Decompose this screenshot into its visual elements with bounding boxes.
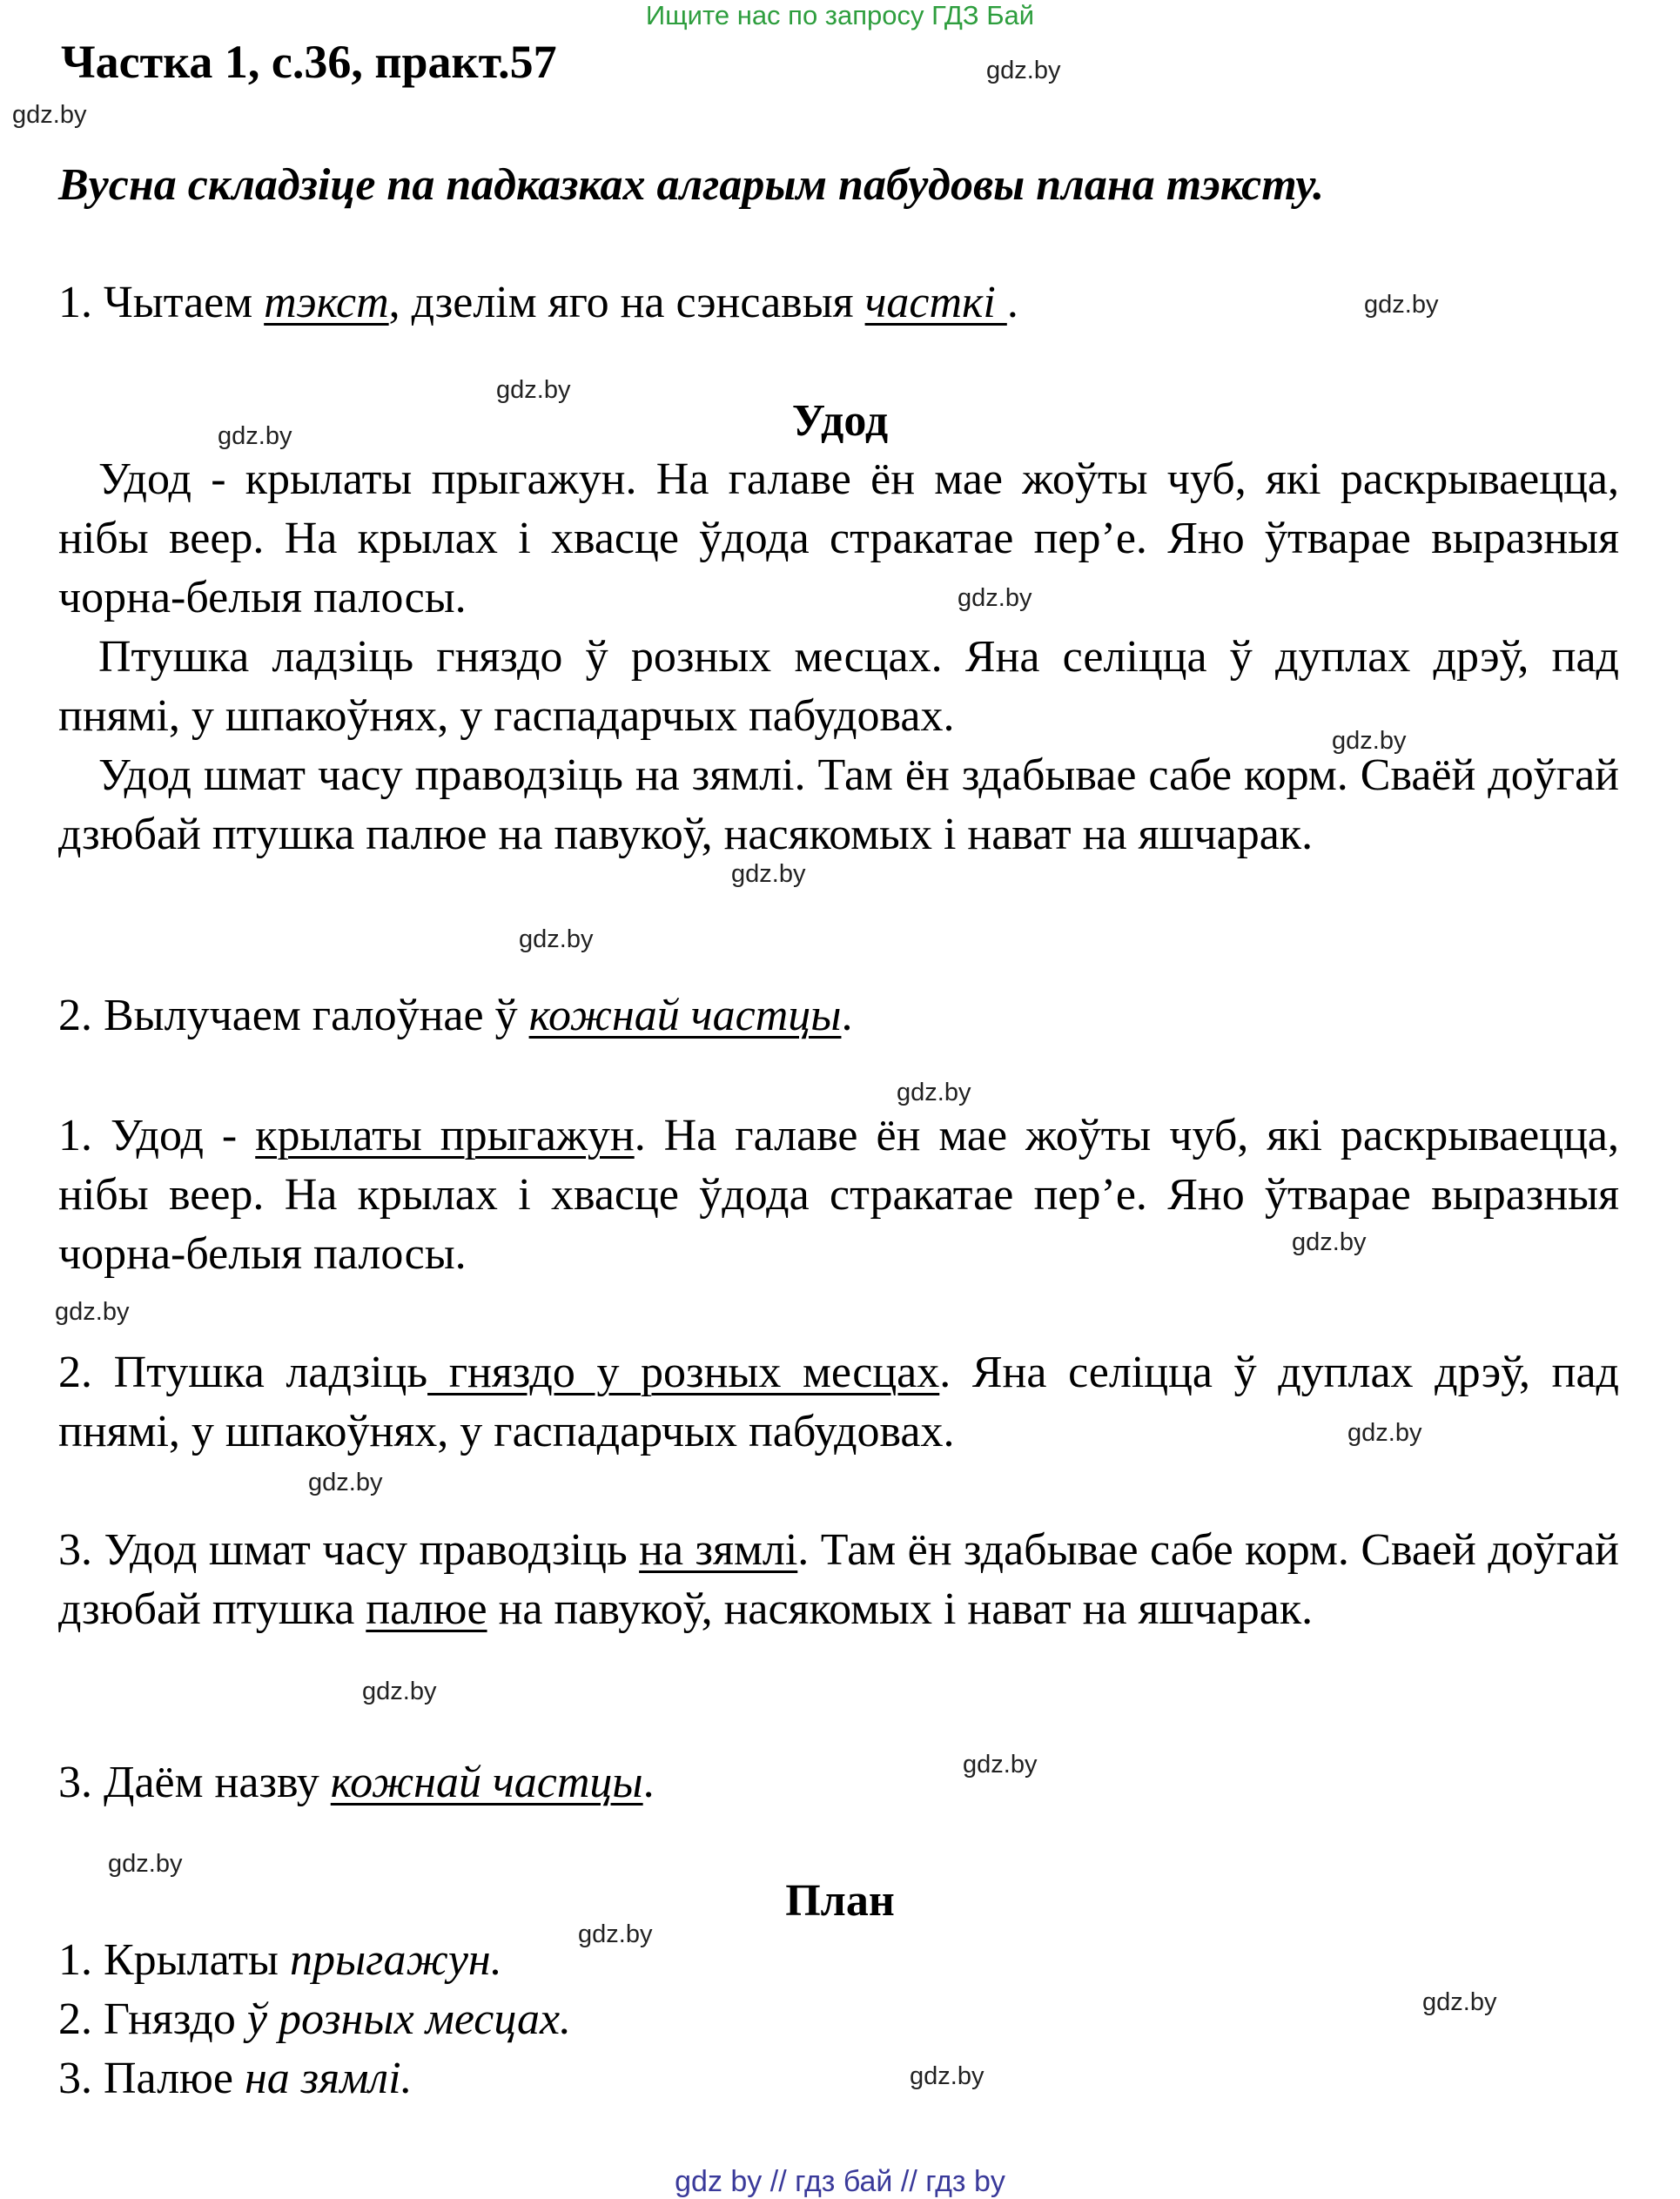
- plan-item-3-emphasis: на зямлі.: [244, 2054, 413, 2103]
- watermark: gdz.by: [496, 376, 571, 404]
- main-idea-3-middle: . Там ён здабывае сабе корм. Сваей доўгай дзюбай птушка: [58, 1525, 1620, 1634]
- text-paragraph-2: Птушка ладзіць гняздо ў розных месцах. Яна селіцца ў дуплах дрэў, пад пнямі, у шпакоўнях, у гаспадарчых пабудовах.: [58, 632, 1619, 741]
- text-paragraph-1: Удод - крылаты прыгажун. На галаве ён мае жоўты чуб, які раскрываецца, нібы веер. На крылах і хвасце ўдода стракатае пер’е. Яно ўтварае выразныя чорна-белыя палосы.: [58, 454, 1619, 622]
- watermark: gdz.by: [578, 1920, 653, 1948]
- plan-item-1-label: 1. Крылаты: [58, 1935, 290, 1985]
- step-2-end: .: [841, 991, 853, 1040]
- step-2-text: 2. Вылучаем галоўнае ў: [58, 991, 529, 1040]
- main-idea-2-rest: . Яна селіцца ў дуплах дрэў, пад пнямі, у шпакоўнях, у гаспадарчых пабудовах.: [58, 1348, 1619, 1456]
- watermark: gdz.by: [55, 1298, 130, 1326]
- step-3: [58, 1756, 655, 1810]
- main-idea-2-start: 2. Птушка ладзіць: [58, 1348, 428, 1397]
- text-paragraph-3: Удод шмат часу праводзіць на зямлі. Там ён здабывае сабе корм. Сваёй доўгай дзюбай птушка палюе на павукоў, насякомых і нават на яшчарак.: [58, 750, 1619, 859]
- step-1-end: .: [1006, 278, 1018, 327]
- watermark: gdz.by: [986, 57, 1061, 84]
- watermark: gdz.by: [1347, 1419, 1422, 1447]
- plan-title: План: [785, 1876, 895, 1926]
- watermark: gdz.by: [1364, 291, 1439, 319]
- plan-item-3-label: 3. Палюе: [58, 2054, 245, 2103]
- watermark: gdz.by: [731, 860, 806, 888]
- watermark: gdz.by: [1292, 1228, 1367, 1256]
- plan-item-2-emphasis: ў розных месцах.: [246, 1994, 572, 2044]
- watermark: gdz.by: [218, 422, 292, 450]
- text-title: Удод: [791, 396, 889, 446]
- watermark: gdz.by: [897, 1079, 971, 1106]
- main-idea-3-start: 3. Удод шмат часу праводзіць: [58, 1525, 640, 1575]
- watermark: gdz.by: [958, 584, 1032, 612]
- main-idea-2-highlight: гняздо у розных месцах: [427, 1348, 940, 1397]
- step-2-keyword: кожнай частцы: [528, 991, 842, 1040]
- watermark: gdz.by: [963, 1751, 1038, 1779]
- main-idea-3-rest: на павукоў, насякомых і нават на яшчарак.: [487, 1584, 1314, 1634]
- plan-item-2-label: 2. Гняздо: [58, 1994, 247, 2044]
- watermark: gdz.by: [1422, 1988, 1497, 2016]
- watermark: gdz.by: [362, 1678, 437, 1705]
- plan-item-3: [58, 2052, 413, 2106]
- main-idea-1: [58, 1106, 1619, 1284]
- watermark: gdz.by: [910, 2062, 984, 2090]
- step-2: [58, 989, 852, 1043]
- main-idea-3: [58, 1521, 1619, 1639]
- watermark: gdz.by: [108, 1850, 183, 1878]
- watermark: gdz.by: [519, 925, 594, 953]
- step-3-keyword: кожнай частцы: [330, 1758, 643, 1807]
- top-banner: Ищите нас по запросу ГДЗ Бай: [645, 0, 1035, 30]
- step-1-text-cont: , дзелім яго на сэнсавыя: [388, 278, 865, 327]
- task-instruction: Вусна складзіце па падказках алгарым пабудовы плана тэксту.: [58, 160, 1325, 210]
- main-idea-1-start: 1. Удод -: [58, 1111, 256, 1160]
- step-1: [58, 276, 1018, 330]
- plan-item-1: [58, 1933, 502, 1987]
- step-1-text: 1. Чытаем: [58, 278, 265, 327]
- page-heading: Частка 1, с.36, практ.57: [61, 36, 557, 88]
- step-3-text: 3. Даём назву: [58, 1758, 331, 1807]
- step-1-keyword-text: тэкст: [264, 278, 389, 327]
- main-idea-3-highlight-2: палюе: [366, 1584, 487, 1634]
- footer-links: gdz by // гдз бай // гдз by: [675, 2165, 1005, 2198]
- watermark: gdz.by: [308, 1469, 383, 1496]
- main-idea-3-highlight-1: на зямлі: [639, 1525, 798, 1575]
- main-idea-1-highlight: крылаты прыгажун: [255, 1111, 635, 1160]
- plan-item-2: [58, 1993, 571, 2047]
- watermark: gdz.by: [1332, 727, 1407, 755]
- main-idea-1-rest: . На галаве ён мае жоўты чуб, які раскрываецца, нібы веер. На крылах і хвасце ўдода стракатае пер’е. Яно ўтварае выразныя чорна-белыя палосы.: [58, 1111, 1619, 1279]
- plan-item-1-emphasis: прыгажун.: [289, 1935, 502, 1985]
- watermark: gdz.by: [12, 101, 87, 129]
- step-1-keyword-parts: часткі: [864, 278, 1007, 327]
- step-3-end: .: [642, 1758, 655, 1807]
